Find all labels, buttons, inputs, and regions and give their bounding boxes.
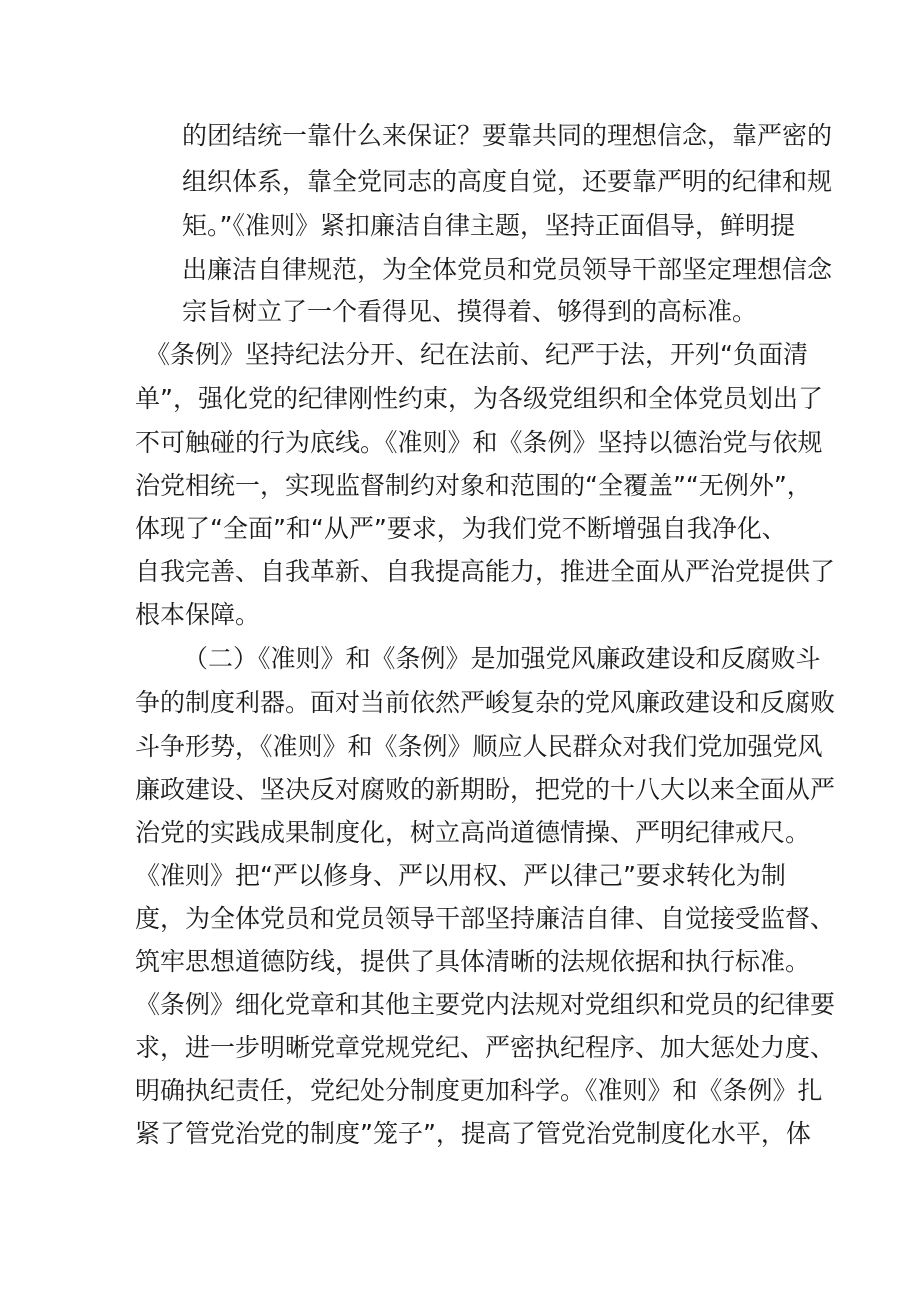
text-line: 的团结统一靠什么来保证？要靠共同的理想信念，靠严密的 bbox=[182, 121, 833, 150]
text-line: 廉政建设、坚决反对腐败的新期盼，把党的十八大以来全面从严 bbox=[135, 775, 836, 804]
text-line: 不可触碰的行为底线。《准则》和《条例》坚持以德治党与依规 bbox=[135, 428, 823, 457]
text-line: 斗争形势，《准则》和《条例》顺应人民群众对我们党加强党风 bbox=[135, 732, 823, 761]
text-line: 宗旨树立了一个看得见、摸得着、够得到的高标准。 bbox=[182, 297, 758, 326]
text-line: 组织体系，靠全党同志的高度自觉，还要靠严明的纪律和规 bbox=[182, 167, 833, 196]
text-line: 《准则》把“严以修身、严以用权、严以律己”要求转化为制 bbox=[135, 861, 786, 890]
text-line: 明确执纪责任，党纪处分制度更加科学。《准则》和《条例》扎 bbox=[135, 1076, 823, 1105]
text-line: 自我完善、自我革新、自我提高能力，推进全面从严治党提供了 bbox=[135, 557, 836, 586]
text-line: 争的制度利器。面对当前依然严峻复杂的党风廉政建设和反腐败 bbox=[135, 688, 836, 717]
text-line: 度，为全体党员和党员领导干部坚持廉洁自律、自觉接受监督、 bbox=[135, 904, 836, 933]
text-line: 《条例》坚持纪法分开、纪在法前、纪严于法，开列“负面清 bbox=[145, 340, 808, 369]
text-line: 矩。”《准则》紧扣廉洁自律主题，坚持正面倡导，鲜明提 bbox=[182, 211, 795, 240]
text-line: 出廉洁自律规范，为全体党员和党员领导干部坚定理想信念 bbox=[182, 255, 833, 284]
text-line: 求，进一步明晰党章党规党纪、严密执纪程序、加大惩处力度、 bbox=[135, 1033, 836, 1062]
text-line: 治党的实践成果制度化，树立高尚道德情操、严明纪律戒尺。 bbox=[135, 818, 811, 847]
text-line: 筑牢思想道德防线，提供了具体清晰的法规依据和执行标准。 bbox=[135, 947, 811, 976]
text-line: 治党相统一，实现监督制约对象和范围的“全覆盖”“无例外”， bbox=[135, 471, 812, 500]
text-line: （二）《准则》和《条例》是加强党风廉政建设和反腐败斗 bbox=[183, 644, 821, 673]
text-line: 紧了管党治党的制度”笼子”，提高了管党治党制度化水平，体 bbox=[135, 1119, 811, 1148]
text-line: 单”，强化党的纪律刚性约束，为各级党组织和全体党员划出了 bbox=[135, 384, 823, 413]
text-line: 根本保障。 bbox=[135, 600, 261, 629]
text-line: 《条例》细化党章和其他主要党内法规对党组织和党员的纪律要 bbox=[135, 990, 836, 1019]
text-line: 体现了“全面”和“从严”要求，为我们党不断增强自我净化、 bbox=[135, 514, 787, 543]
